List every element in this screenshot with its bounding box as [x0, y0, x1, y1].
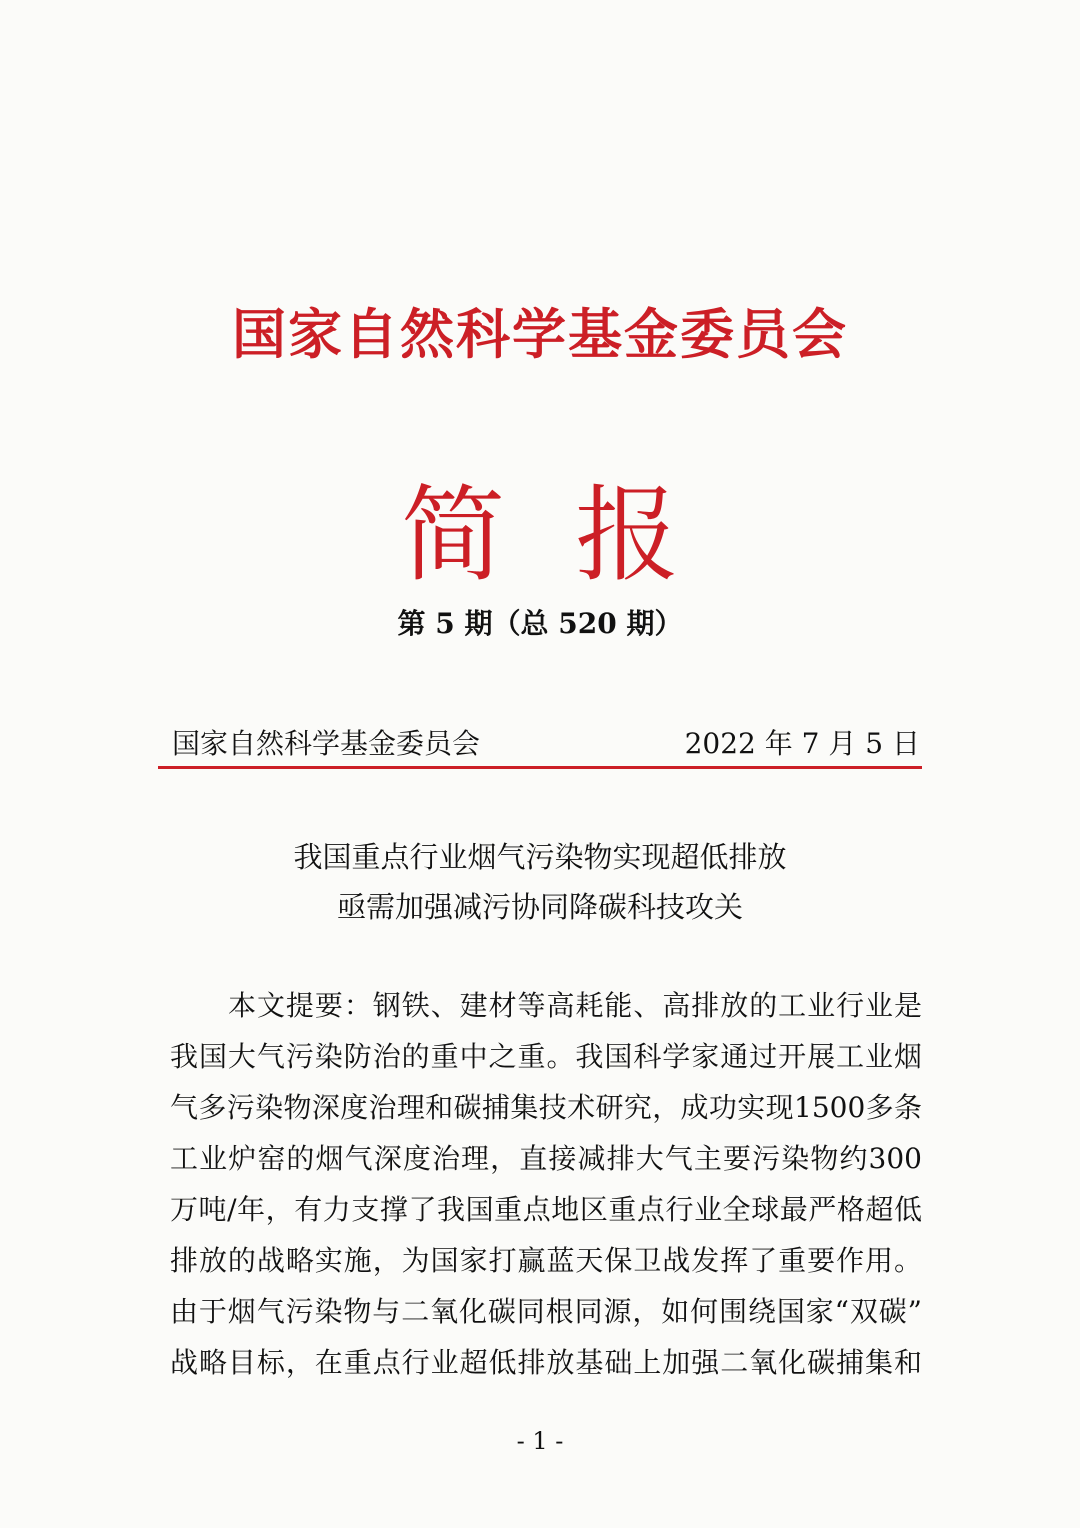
abstract-line: 由于烟气污染物与二氧化碳同根同源，如何围绕国家“双碳”	[170, 1295, 922, 1328]
headline-line-2: 亟需加强减污协同降碳科技攻关	[336, 890, 743, 924]
article-abstract	[170, 980, 922, 1388]
issue-date: 2022 年 7 月 5 日	[684, 727, 920, 760]
article-headline	[0, 832, 1080, 932]
issuer-name: 国家自然科学基金委员会	[172, 727, 481, 760]
organization-header: 国家自然科学基金委员会	[232, 303, 848, 366]
abstract-line: 排放的战略实施，为国家打赢蓝天保卫战发挥了重要作用。	[170, 1244, 922, 1277]
headline-line-1: 我国重点行业烟气污染物实现超低排放	[293, 840, 787, 874]
meta-row	[172, 722, 920, 766]
abstract-line: 本文提要：钢铁、建材等高耗能、高排放的工业行业是	[228, 989, 922, 1022]
page-number: - 1 -	[516, 1427, 564, 1455]
abstract-line: 我国大气污染防治的重中之重。我国科学家通过开展工业烟	[170, 1040, 922, 1073]
red-divider	[158, 766, 922, 769]
issue-number: 第 5 期（总 520 期）	[397, 607, 683, 640]
abstract-line: 战略目标，在重点行业超低排放基础上加强二氧化碳捕集和	[170, 1346, 922, 1379]
abstract-line: 工业炉窑的烟气深度治理，直接减排大气主要污染物约300	[170, 1142, 922, 1175]
abstract-line: 气多污染物深度治理和碳捕集技术研究，成功实现1500多条	[170, 1091, 922, 1124]
brief-title: 简报	[400, 474, 749, 596]
abstract-line: 万吨/年，有力支撑了我国重点地区重点行业全球最严格超低	[170, 1193, 922, 1226]
